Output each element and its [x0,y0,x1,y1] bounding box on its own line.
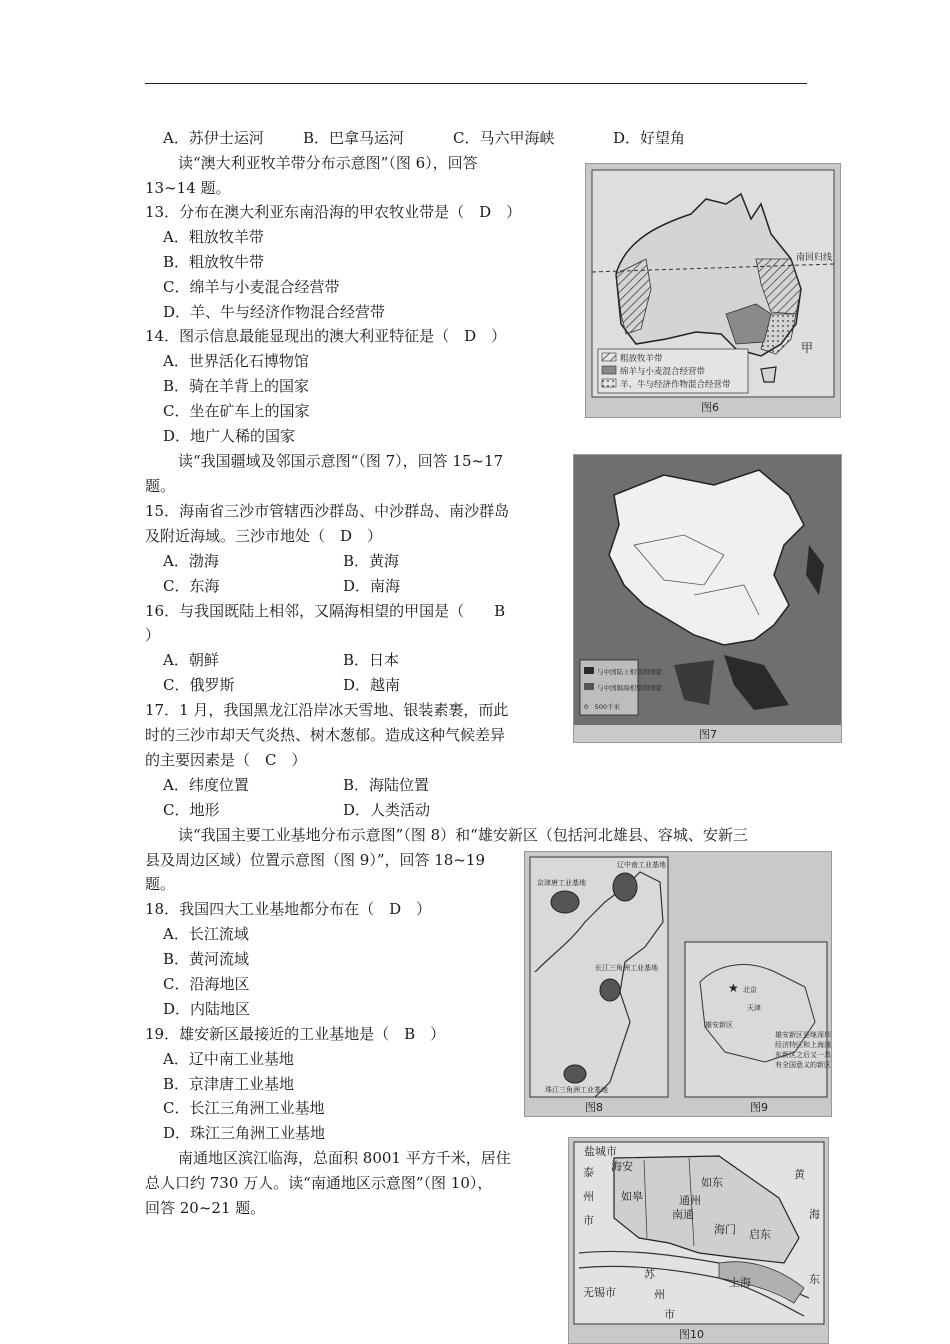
q15-stem-line-2: 及附近海域。三沙市地处（ D ） [145,527,383,545]
q13-option-c: C．绵羊与小麦混合经营带 [163,278,340,296]
q19-stem: 19．雄安新区最接近的工业基地是（ B ） [145,1025,446,1043]
intro-18-19-line-2: 县及周边区域）位置示意图（图 9）”，回答 18~19 [145,851,485,869]
q15-option-b: B．黄海 [343,552,400,570]
fig9-caption: 图9 [750,1101,768,1114]
fig6-caption: 图6 [701,401,719,414]
intro-15-17-line-2: 题。 [145,477,176,495]
fig10-label-3: 州 [583,1190,594,1203]
fig10-caption: 图10 [679,1328,704,1341]
figure-8-9-panel [524,851,832,1117]
q13-option-a: A．粗放牧羊带 [163,228,264,246]
intro-20-21-line-1: 南通地区滨江临海，总面积 8001 平方千米，居住 [178,1149,511,1167]
fig10-label-2: 泰 [583,1166,594,1179]
fig8-zhujiang-zone [564,1065,586,1083]
q16-option-c: C．俄罗斯 [163,676,235,694]
q18-option-d: D．内陆地区 [163,1000,251,1018]
q16-option-b: B．日本 [343,651,400,669]
q13-option-b: B．粗放牧牛带 [163,253,265,271]
fig6-legend-1: 粗放牧羊带 [620,354,663,364]
fig8-jingjintang-zone [551,891,579,913]
fig8-label-4: 珠江三角洲工业基地 [545,1086,608,1094]
header-rule [145,83,807,84]
fig9-label-2: 天津 [747,1004,761,1012]
q18-stem: 18．我国四大工业基地都分布在（ D ） [145,900,432,918]
fig7-legend-2: 与中国隔海相望的国家 [597,684,662,692]
fig9-note-4: 有全国意义的新区 [775,1061,831,1069]
fig7-caption: 图7 [699,728,717,741]
figure-6-australia-map [585,163,841,418]
q19-option-c: C．长江三角洲工业基地 [163,1099,325,1117]
q14-option-b: B．骑在羊背上的国家 [163,377,310,395]
intro-20-21-line-2: 总人口约 730 万人。读“南通地区示意图”（图 10）， [145,1174,493,1192]
fig8-label-1: 辽中南工业基地 [617,861,666,869]
fig9-note-1: 雄安新区是继深圳 [775,1031,831,1039]
fig10-label-6: 如皋 [621,1190,643,1203]
fig10-label-9: 海门 [714,1223,736,1236]
fig9-star-icon: ★ [728,981,739,995]
fig10-label-10: 启东 [749,1228,771,1241]
fig6-tropic-label: 南回归线 [796,253,833,263]
q19-option-b: B．京津唐工业基地 [163,1075,295,1093]
q17-stem-line-2: 时的三沙市却天气炎热、树木葱郁。造成这种气候差异 [145,726,506,744]
intro-13-14-line-2: 13~14 题。 [145,179,231,197]
fig8-changjiang-zone [600,979,620,1001]
intro-15-17-line-1: 读“我国疆域及邻国示意图“（图 7），回答 15~17 [178,452,504,470]
q12-option-b: B．巴拿马运河 [303,129,405,147]
fig9-label-3: 雄安新区 [705,1021,733,1029]
q14-option-a: A．世界活化石博物馆 [163,352,309,370]
q17-stem-line-1: 17．1 月，我国黑龙江沿岸冰天雪地、银装素裹，而此 [145,701,509,719]
fig10-label-18: 海 [809,1208,820,1221]
fig9-note-2: 经济特区和上海浦 [775,1041,831,1049]
fig7-scale: 0 500千米 [584,703,621,711]
fig10-label-8: 南通 [672,1208,694,1221]
q15-stem-line-1: 15．海南省三沙市管辖西沙群岛、中沙群岛、南沙群岛 [145,502,510,520]
q19-option-d: D．珠江三角洲工业基地 [163,1124,326,1142]
q17-option-b: B．海陆位置 [343,776,430,794]
q17-stem-line-3: 的主要因素是（ C ） [145,751,307,769]
fig10-label-15: 无锡市 [583,1286,616,1299]
fig10-label-17: 黄 [794,1168,805,1181]
fig8-label-3: 长江三角洲工业基地 [595,964,658,972]
fig6-legend-2: 绵羊与小麦混合经营带 [620,367,706,377]
q18-option-c: C．沿海地区 [163,975,250,993]
q12-option-a: A．苏伊士运河 [163,129,264,147]
q16-stem-line-2: ） [145,626,161,644]
q14-option-c: C．坐在矿车上的国家 [163,402,310,420]
q17-option-d: D．人类活动 [343,801,431,819]
intro-18-19-line-1: 读“我国主要工业基地分布示意图”（图 8）和“雄安新区（包括河北雄县、容城、安新三 [178,826,748,844]
q18-option-a: A．长江流域 [163,925,249,943]
fig6-marker: 甲 [801,341,814,355]
q13-stem: 13．分布在澳大利亚东南沿海的甲农牧业带是（ D ） [145,203,522,221]
q14-stem: 14．图示信息最能显现出的澳大利亚特征是（ D ） [145,327,507,345]
q12-option-d: D．好望角 [613,129,686,147]
fig10-label-19: 东 [809,1273,820,1286]
q16-option-d: D．越南 [343,676,401,694]
q12-option-c: C．马六甲海峡 [453,129,555,147]
fig8-liaozhongnan-zone [613,873,637,901]
fig10-label-7: 如东 [701,1176,723,1189]
fig8-caption: 图8 [585,1101,603,1114]
fig10-label-11: 通州 [679,1194,701,1207]
intro-20-21-line-3: 回答 20~21 题。 [145,1199,266,1217]
fig6-legend-3: 羊、牛与经济作物混合经营带 [620,380,731,390]
fig10-label-5: 海安 [611,1160,633,1173]
q14-option-d: D．地广人稀的国家 [163,427,296,445]
fig10-label-13: 州 [654,1288,665,1301]
fig10-label-4: 市 [583,1214,594,1227]
fig9-label-1: 北京 [743,986,757,994]
fig8-frame [530,857,668,1097]
figure-10-nantong-map [568,1137,829,1344]
intro-13-14-line-1: 读“澳大利亚牧羊带分布示意图”（图 6），回答 [178,154,478,172]
q17-option-c: C．地形 [163,801,220,819]
fig9-note-3: 东新区之后又一具 [775,1051,831,1059]
fig10-label-14: 市 [664,1308,675,1321]
q15-option-d: D．南海 [343,577,401,595]
fig8-label-2: 京津唐工业基地 [537,879,586,887]
q15-option-c: C．东海 [163,577,220,595]
fig6-tasmania [761,367,776,382]
q16-stem-line-1: 16．与我国既陆上相邻，又隔海相望的甲国是（ B [145,602,506,620]
fig10-label-1: 盐城市 [584,1145,617,1158]
q16-option-a: A．朝鲜 [163,651,219,669]
q17-option-a: A．纬度位置 [163,776,249,794]
figure-7-china-map [573,454,842,743]
fig10-label-16: 上海 [729,1276,751,1289]
q13-option-d: D．羊、牛与经济作物混合经营带 [163,303,386,321]
fig10-label-12: 苏 [644,1268,655,1281]
intro-18-19-line-3: 题。 [145,875,176,893]
q15-option-a: A．渤海 [163,552,219,570]
fig7-legend-1: 与中国陆上相邻的国家 [597,668,662,676]
q19-option-a: A．辽中南工业基地 [163,1050,294,1068]
q18-option-b: B．黄河流域 [163,950,250,968]
